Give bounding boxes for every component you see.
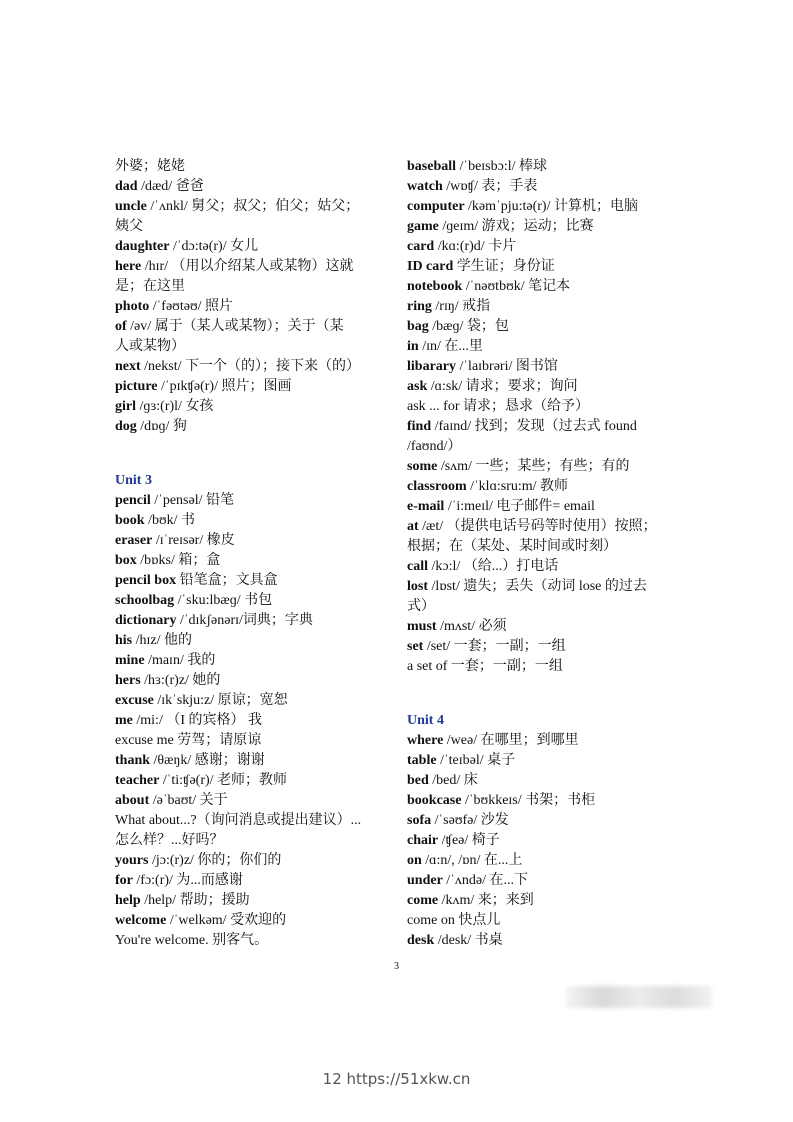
vocab-entry [407,537,707,557]
vocab-entry [407,891,707,911]
vocab-word: table [407,753,437,768]
vocab-definition: /ɡɜ:(r)l/ 女孩 [136,399,214,414]
vocab-entry [407,377,707,397]
vocab-word: some [407,459,438,474]
vocab-word: bed [407,773,429,788]
vocab-definition: /maɪn/ 我的 [144,653,216,668]
vocab-definition: /bæɡ/ 袋；包 [428,319,509,334]
vocab-word: libarary [407,359,456,374]
vocab-definition: 铅笔盒；文具盒 [176,573,278,588]
vocab-entry [115,511,390,531]
vocab-entry [115,177,390,197]
vocab-entry [407,811,707,831]
vocab-entry [407,791,707,811]
vocab-word: on [407,853,422,868]
vocab-entry [407,417,707,437]
vocab-definition: /ɪkˈskju:z/ 原谅；宽恕 [153,693,288,708]
vocab-word: dictionary [115,613,177,628]
vocab-definition: /ˈpɪkʧə(r)/ 照片；图画 [157,379,292,394]
vocab-entry [115,711,390,731]
vocab-definition: /ʧeə/ 椅子 [438,833,500,848]
vocab-word: sofa [407,813,432,828]
vocab-definition: /faʊnd/） [407,439,462,454]
vocab-entry [115,591,390,611]
vocab-definition: /ˈteɪbəl/ 桌子 [436,753,516,768]
vocab-definition: /sʌm/ 一些；某些；有些；有的 [437,459,630,474]
vocab-entry [407,771,707,791]
vocab-definition: /æt/ （提供电话号码等时使用）按照； [418,519,657,534]
vocab-definition: /hɜ:(r)z/ 她的 [140,673,221,688]
vocab-entry [407,457,707,477]
vocab-word: bookcase [407,793,462,808]
vocab-definition: /nekst/ 下一个（的）；接下来（的） [140,359,361,374]
vocab-definition: /ɑ:sk/ 请求；要求；询问 [427,379,578,394]
blurred-watermark [566,986,712,1008]
vocab-word: photo [115,299,150,314]
vocab-entry [115,891,390,911]
vocab-entry [115,157,390,177]
vocab-word: notebook [407,279,463,294]
vocab-word: book [115,513,145,528]
vocab-definition: ask ... for 请求；恳求（给予） [407,399,589,414]
vocab-entry [407,597,707,617]
vocab-word: call [407,559,428,574]
vocab-definition: 式） [407,599,435,614]
vocab-word: game [407,219,439,234]
vocab-word: card [407,239,435,254]
vocab-entry [407,277,707,297]
vocab-entry [115,631,390,651]
vocab-word: dad [115,179,138,194]
vocab-word: ring [407,299,432,314]
vocab-definition: /ˈi:meɪl/ 电子邮件= email [444,499,595,514]
vocab-entry [115,691,390,711]
vocab-definition: /kəmˈpju:tə(r)/ 计算机；电脑 [464,199,638,214]
vocab-definition: /ˈdɪkʃənərɪ/词典；字典 [176,613,313,628]
vocab-definition: /ˈsku:lbæɡ/ 书包 [174,593,273,608]
vocab-definition: /mi:/ （I 的宾格） 我 [132,713,263,728]
vocab-definition: /set/ 一套；一副；一组 [423,639,566,654]
vocab-definition: /ˈsəʊfə/ 沙发 [431,813,509,828]
vocab-entry [115,731,390,751]
vocab-word: me [115,713,133,728]
vocab-entry [115,357,390,377]
vocab-definition: 人或某物） [115,339,185,354]
vocab-definition: /bed/ 床 [428,773,478,788]
vocab-entry [115,671,390,691]
vocab-definition: 是；在这里 [115,279,185,294]
vocab-definition: /bʊk/ 书 [144,513,196,528]
vocab-entry [115,277,390,297]
vocab-word: in [407,339,419,354]
vocab-entry [115,491,390,511]
vocab-definition: What about...?（询问消息或提出建议）... [115,813,362,828]
vocab-word: pencil box [115,573,177,588]
vocab-word: hers [115,673,141,688]
vocab-word: thank [115,753,151,768]
vocab-entry [407,911,707,931]
vocab-word: about [115,793,150,808]
vocab-entry [115,651,390,671]
vocab-definition: 根据；在（某处、某时间或时刻） [407,539,617,554]
vocab-entry [115,377,390,397]
vocab-entry [115,611,390,631]
vocab-definition: You're welcome. 别客气。 [115,933,269,948]
vocab-word: watch [407,179,443,194]
footer-url: 12 https://51xkw.cn [322,1070,471,1088]
vocab-word: ask [407,379,428,394]
vocab-entry [115,551,390,571]
vocab-definition: excuse me 劳驾；请原谅 [115,733,262,748]
right-column [407,157,707,951]
vocab-definition: /fɔ:(r)/ 为...而感谢 [132,873,243,888]
vocab-definition: /ɪˈreɪsər/ 橡皮 [152,533,235,548]
vocab-word: ID card [407,259,454,274]
vocab-definition: /mʌst/ 必须 [436,619,507,634]
vocab-entry [115,397,390,417]
vocab-definition: /dæd/ 爸爸 [137,179,204,194]
vocab-definition: /dɒɡ/ 狗 [136,419,187,434]
vocab-word: his [115,633,133,648]
vocab-word: of [115,319,127,334]
vocab-definition: 怎么样？...好吗？ [115,833,224,848]
vocab-word: mine [115,653,145,668]
vocab-entry [115,791,390,811]
vocab-entry [407,217,707,237]
vocab-entry [407,871,707,891]
vocab-word: girl [115,399,136,414]
vocab-definition: /ˈlaɪbrəri/ 图书馆 [456,359,558,374]
vocab-word: classroom [407,479,467,494]
vocab-definition: /desk/ 书桌 [434,933,503,948]
vocab-word: box [115,553,137,568]
vocab-definition: /ˈfəʊtəʊ/ 照片 [149,299,234,314]
vocab-word: uncle [115,199,147,214]
vocab-entry [407,657,707,677]
vocab-definition: /rɪŋ/ 戒指 [431,299,491,314]
vocab-word: chair [407,833,439,848]
vocab-word: baseball [407,159,457,174]
vocab-definition: come on 快点儿 [407,913,501,928]
unit-heading: Unit 3 [115,473,152,488]
vocab-definition: /kɑ:(r)d/ 卡片 [434,239,517,254]
vocab-entry [115,851,390,871]
vocab-word: dog [115,419,137,434]
vocab-entry [407,517,707,537]
vocab-word: teacher [115,773,160,788]
vocab-word: e-mail [407,499,445,514]
vocab-entry [407,831,707,851]
vocab-word: computer [407,199,465,214]
vocab-word: where [407,733,444,748]
vocab-entry [115,237,390,257]
vocab-word: come [407,893,439,908]
vocab-definition: /ˈʌnkl/ 舅父；叔父；伯父；姑父； [146,199,360,214]
vocab-definition: /ˈbeɪsbɔ:l/ 棒球 [456,159,548,174]
vocab-definition: /ˈwelkəm/ 受欢迎的 [166,913,287,928]
vocab-definition: /ɪn/ 在...里 [418,339,483,354]
vocab-definition: /lɒst/ 遗失；丢失（动词 lose 的过去 [428,579,647,594]
vocab-word: yours [115,853,149,868]
vocab-definition: 外婆；姥姥 [115,159,185,174]
vocab-word: find [407,419,432,434]
vocab-definition: /wɒʧ/ 表；手表 [442,179,538,194]
vocab-entry [407,337,707,357]
vocab-entry [407,751,707,771]
vocab-definition: /help/ 帮助；援助 [140,893,250,908]
vocab-definition: /ˈti:ʧə(r)/ 老师；教师 [159,773,288,788]
vocab-entry [407,497,707,517]
vocab-definition: /faɪnd/ 找到；发现（过去式 found [431,419,637,434]
vocab-definition: /ˈdɔ:tə(r)/ 女儿 [169,239,259,254]
vocab-entry [115,257,390,277]
section-spacer [115,437,390,471]
vocab-entry [407,437,707,457]
vocab-word: set [407,639,424,654]
vocab-word: eraser [115,533,153,548]
vocab-word: desk [407,933,435,948]
vocab-definition: /ˈpensəl/ 铅笔 [150,493,234,508]
vocab-entry [115,197,390,217]
vocab-entry [115,911,390,931]
vocab-definition: 学生证；身份证 [453,259,555,274]
vocab-definition: /bɒks/ 箱；盒 [136,553,221,568]
vocab-entry [407,577,707,597]
page-number: 3 [394,961,399,972]
vocab-definition: /hɪz/ 他的 [132,633,193,648]
vocab-word: must [407,619,437,634]
vocab-definition: /hɪr/ （用以介绍某人或某物）这就 [141,259,354,274]
vocab-definition: /ˈʌndə/ 在...下 [442,873,528,888]
section-spacer [407,677,707,711]
vocab-definition: 姨父 [115,219,143,234]
vocab-entry [407,257,707,277]
vocab-entry [407,851,707,871]
vocab-word: at [407,519,419,534]
vocab-definition: /ˈnəʊtbʊk/ 笔记本 [462,279,571,294]
vocab-definition: /kɔ:l/ （给...）打电话 [428,559,559,574]
vocab-entry [115,217,390,237]
vocab-entry [115,297,390,317]
vocab-entry [115,831,390,851]
vocab-entry [115,931,390,951]
vocab-word: lost [407,579,428,594]
unit-heading: Unit 4 [407,713,444,728]
vocab-definition: /kʌm/ 来；来到 [438,893,534,908]
vocab-entry [115,417,390,437]
vocab-word: help [115,893,141,908]
vocab-entry [407,317,707,337]
vocab-entry [115,871,390,891]
vocab-entry [407,157,707,177]
vocab-entry [407,477,707,497]
vocab-word: daughter [115,239,170,254]
vocab-entry [407,177,707,197]
vocab-entry [407,637,707,657]
vocab-definition: /ˈklɑ:sru:m/ 教师 [466,479,569,494]
vocab-definition: /weə/ 在哪里；到哪里 [443,733,579,748]
vocab-definition: /əv/ 属于（某人或某物）；关于（某 [126,319,344,334]
vocab-entry [407,731,707,751]
vocab-entry [407,931,707,951]
vocab-entry [115,751,390,771]
vocab-entry [407,297,707,317]
vocab-entry [115,317,390,337]
vocab-word: for [115,873,133,888]
vocab-entry [115,571,390,591]
vocab-word: picture [115,379,158,394]
vocab-word: excuse [115,693,154,708]
vocab-definition: /jɔ:(r)z/ 你的；你们的 [148,853,282,868]
vocab-definition: /ɑ:n/, /ɒn/ 在...上 [421,853,523,868]
vocab-word: schoolbag [115,593,175,608]
vocab-entry [115,337,390,357]
vocab-entry [407,617,707,637]
vocab-word: bag [407,319,429,334]
vocab-word: pencil [115,493,151,508]
vocab-entry [407,237,707,257]
vocab-word: here [115,259,142,274]
vocab-word: next [115,359,141,374]
left-column [115,157,390,951]
vocab-word: under [407,873,443,888]
vocab-word: welcome [115,913,167,928]
vocab-entry [407,197,707,217]
vocab-definition: /θæŋk/ 感谢；谢谢 [150,753,265,768]
vocab-definition: /əˈbaʊt/ 关于 [149,793,228,808]
vocab-definition: /ɡeɪm/ 游戏；运动；比赛 [438,219,594,234]
vocab-definition: a set of 一套；一副；一组 [407,659,563,674]
vocab-entry [407,397,707,417]
vocab-entry [115,531,390,551]
vocab-entry [407,357,707,377]
vocab-entry [407,557,707,577]
vocab-entry [115,811,390,831]
vocab-entry [115,771,390,791]
vocab-definition: /ˈbʊkkeɪs/ 书架；书柜 [461,793,596,808]
